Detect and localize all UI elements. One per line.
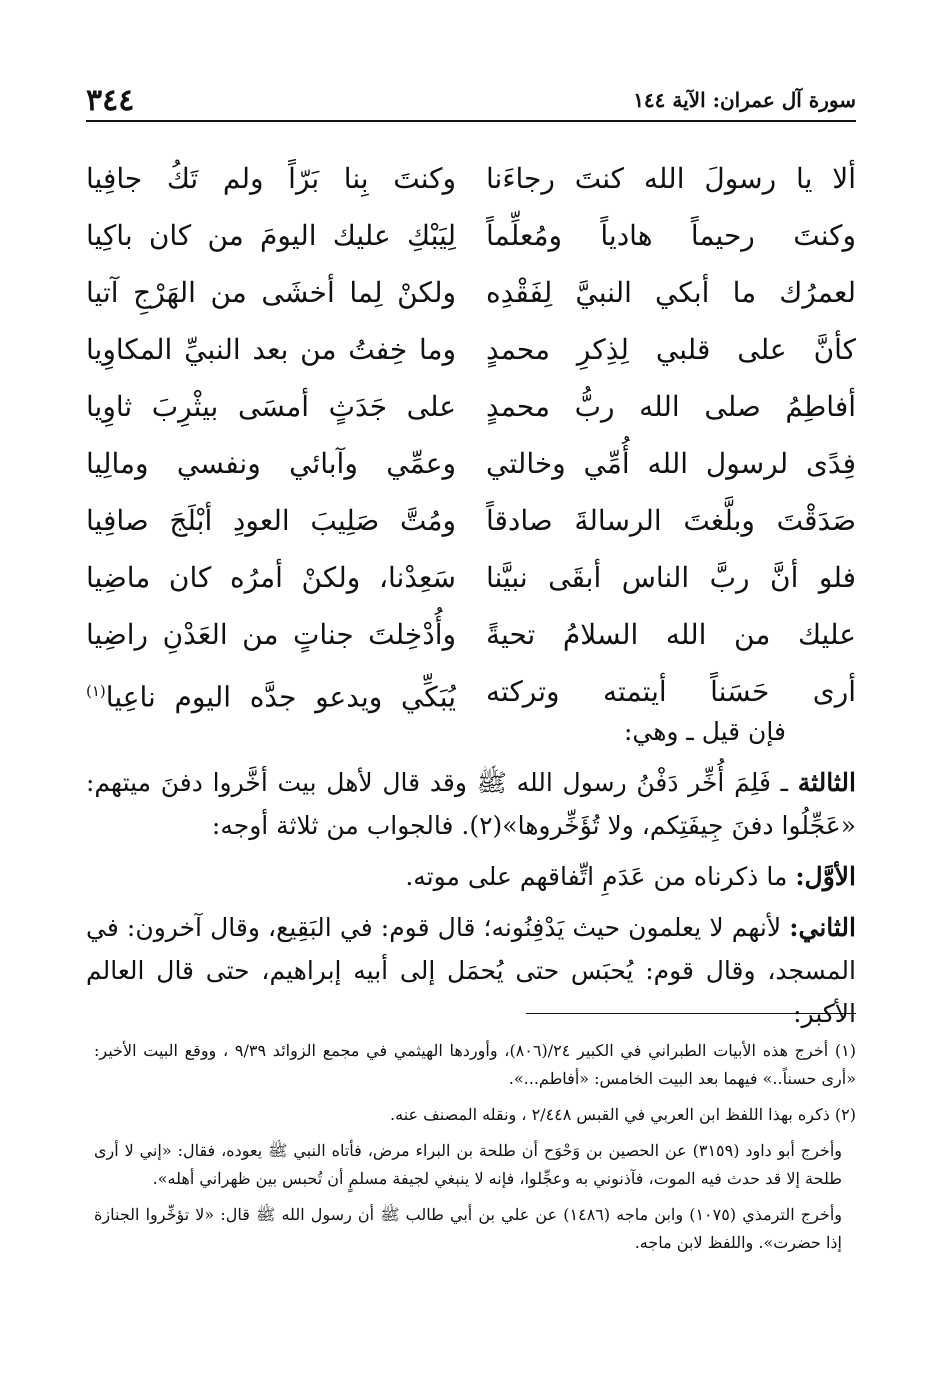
poem-verse-second-half: وكنتَ بِنا بَرّاً ولم تَكُ جافِيا [86, 162, 456, 195]
poem-verse-first-half: أرى حَسَناً أيتمته وتركته [486, 675, 856, 708]
page-header [86, 80, 856, 122]
poem-last-verse-text: يُبَكِّي ويدعو جدَّه اليوم ناعِيا [105, 680, 456, 714]
footnotes [94, 1037, 856, 1265]
poem-verse-first-half: ألا يا رسولَ الله كنتَ رجاءَنا [486, 162, 856, 195]
poem-verse-second-half: وأُدْخِلتَ جناتٍ من العَدْنِ راضِيا [86, 618, 456, 651]
first-answer-paragraph [86, 855, 856, 898]
footnote-2: (٢) ذكره بهذا اللفظ ابن العربي في القبس ٢/٤٤٨ ، ونقله المصنف عنه. [390, 1105, 856, 1124]
third-point-label: الثالثة [797, 768, 856, 797]
poem-verse-first-half: أفاطِمُ صلى الله ربُّ محمدٍ [486, 390, 856, 423]
footnote-separator [526, 1013, 856, 1014]
second-answer-paragraph [86, 906, 856, 1035]
third-point-text: ـ فَلِمَ أُخِّر دَفْنُ رسول الله ﷺ وقد قال لأهل بيت أخَّروا دفنَ ميتهم: «عَجِّلُوا دفنَ جِيفَتِكم، ولا تُؤَخِّروها»(٢). فالجواب من ثلاثة أوجه: [86, 768, 856, 840]
poem-verse-second-half: ومُتَّ صَلِيبَ العودِ أبْلَجَ صافِيا [86, 504, 456, 537]
poem-verse-first-half: وكنتَ رحيماً هادياً ومُعلِّماً [486, 219, 856, 252]
body-text [86, 710, 856, 1035]
second-answer-text: لأنهم لا يعلمون حيث يَدْفِنُونه؛ قال قوم: في البَقِيع، وقال آخرون: في المسجد، وقال قوم: يُحبَس حتى يُحمَل إلى أبيه إبراهيم، حتى قال العالم الأكبر: [86, 913, 856, 1028]
footnote-2-tirmidhi: وأخرج الترمذي (١٠٧٥) وابن ماجه (١٤٨٦) عن علي بن أبي طالب ﷺ أن رسول الله ﷺ قال: «لا تؤخِّروا الجنازة إذا حضرت». واللفظ لابن ماجه. [94, 1205, 842, 1252]
footnote-2-abu-dawud: وأخرج أبو داود (٣١٥٩) عن الحصين بن وَحْوَح أن طلحة بن البراء مرض، فأتاه النبي ﷺ يعوده، فقال: «إني لا أرى طلحة إلا قد حدث فيه الموت، فآذنوني به وعجِّلوا، فإنه لا ينبغي لجيفة مسلمٍ أن تُحبس بين ظهراني أهله». [94, 1141, 842, 1188]
intro-line: فإن قيل ـ وهي: [623, 717, 786, 746]
poem-verse-second-half: ولكنْ لِما أخشَى من الهَرْجِ آتيا [86, 276, 456, 309]
running-title: سورة آل عمران: الآية ١٤٤ [633, 88, 856, 112]
poem-verse-second-half: وما خِفتُ من بعد النبيِّ المكاوِيا [86, 333, 456, 366]
page-number: ٣٤٤ [86, 82, 135, 118]
poem-verse-first-half: فلو أنَّ ربَّ الناس أبقَى نبيَّنا [486, 561, 856, 594]
first-answer-label: الأوَّل: [795, 862, 856, 891]
poem-verse-second-half: سَعِدْنا، ولكنْ أمرُه كان ماضِيا [86, 561, 456, 594]
second-answer-label: الثاني: [789, 913, 856, 942]
poem-verse-second-half: على جَدَثٍ أمسَى بيثْرِبَ ثاوِيا [86, 390, 456, 423]
poem-verse-second-half: لِيَبْكِ عليك اليومَ من كان باكِيا [86, 219, 456, 252]
footnote-ref-1: (١) [86, 682, 106, 700]
poem-first-hemistichs [486, 150, 856, 720]
third-point-paragraph [86, 761, 856, 847]
poem-verse-first-half: عليك من الله السلامُ تحيةً [486, 618, 856, 651]
poem-verse-second-half: وعمِّي وآبائي ونفسي ومالِيا [86, 447, 456, 480]
poem-verse-first-half: صَدَقْتَ وبلَّغتَ الرسالةَ صادقاً [486, 504, 856, 537]
poem [86, 150, 856, 714]
poem-verse-first-half: لعمرُك ما أبكي النبيَّ لِفَقْدِه [486, 276, 856, 309]
footnote-1: (١) أخرج هذه الأبيات الطبراني في الكبير ٢٤/(٨٠٦)، وأوردها الهيثمي في مجمع الزوائد ٩/٣٩ ، ووقع البيت الأخير: «أرى حسناً..» فيهما بعد البيت الخامس: «أفاطم...». [94, 1041, 856, 1088]
poem-verse-first-half: فِدًى لرسول الله أُمِّي وخالتي [486, 447, 856, 480]
poem-verse-first-half: كأنَّ على قلبي لِذِكرِ محمدٍ [486, 333, 856, 366]
poem-second-hemistichs [86, 150, 456, 720]
first-answer-text: ما ذكرناه من عَدَمِ اتِّفاقهم على موته. [405, 862, 788, 891]
